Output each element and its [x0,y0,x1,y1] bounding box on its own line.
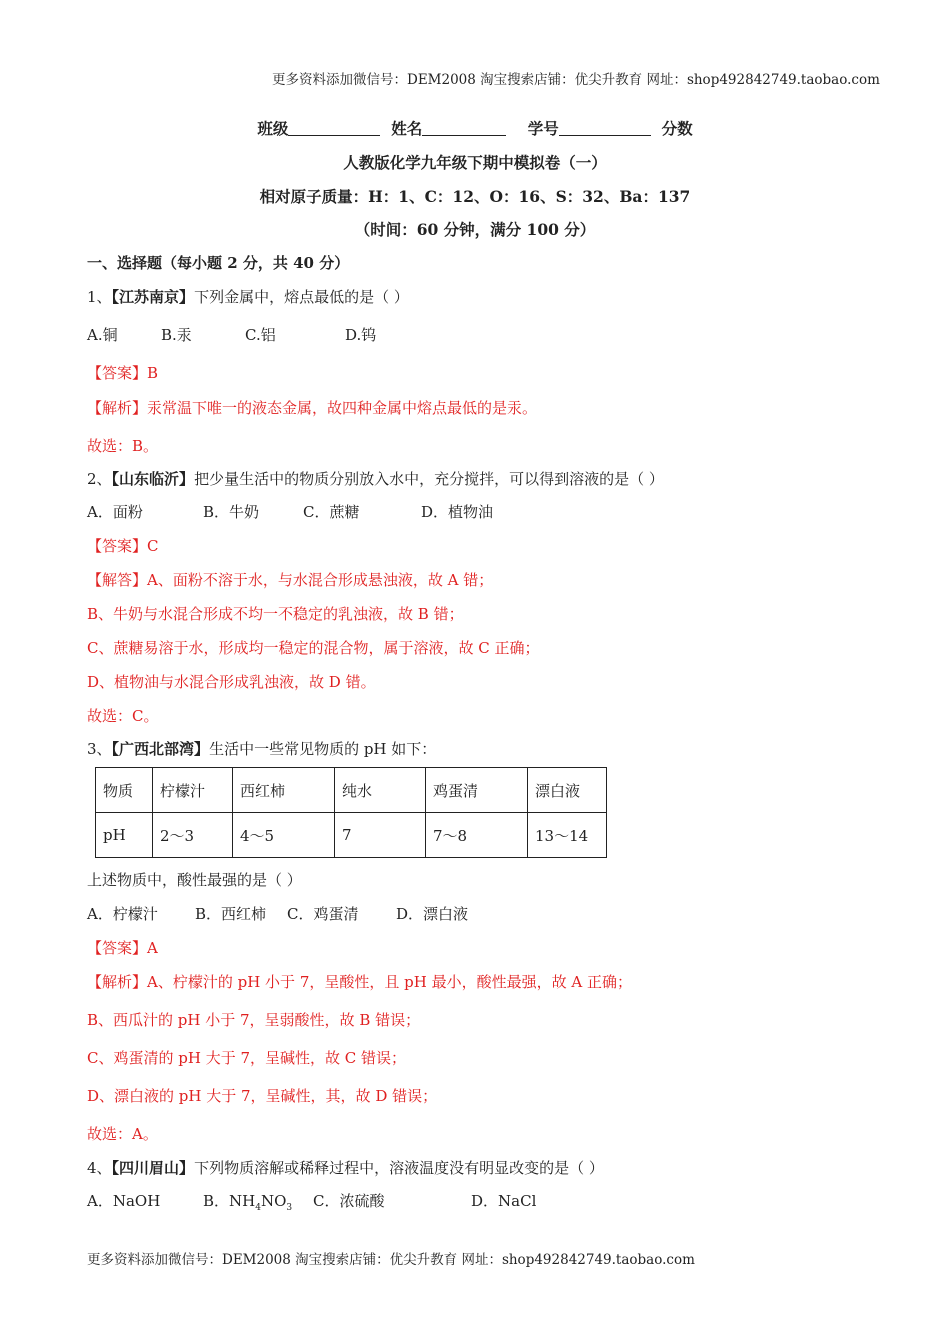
q1-source: 【江苏南京】 [111,288,195,306]
q4-source: 【四川眉山】 [111,1159,195,1177]
q2-analysis-d: D、植物油与水混合形成乳浊液，故 D 错。 [87,673,376,691]
q2-options [87,501,493,522]
exam-time: （时间：60 分钟，满分 100 分） [354,220,596,239]
q2-option-b: B．牛奶 [203,503,260,521]
q1-analysis: 【解析】汞常温下唯一的液态金属，故四种金属中熔点最低的是汞。 [87,399,538,417]
atomic-masses: 相对原子质量：H：1、C：12、O：16、S：32、Ba：137 [259,187,691,206]
id-blank [559,121,651,136]
q4-option-c: C．浓硫酸 [313,1192,385,1210]
q2-answer: 【答案】C [87,537,159,555]
q4-option-a: A．NaOH [87,1192,161,1210]
q4-stem: 下列物质溶解或稀释过程中，溶液温度没有明显改变的是（ ） [194,1159,604,1177]
table-cell: 7～8 [426,813,528,858]
q2-option-a: A．面粉 [87,503,143,521]
q4-option-b-text: B．NH [203,1192,256,1210]
q3-choice: 故选：A。 [87,1125,158,1143]
q4-option-b-sub1: 4 [255,1203,261,1213]
q1-options [87,324,376,345]
table-cell: 漂白液 [528,768,607,813]
table-cell: 7 [335,813,426,858]
q3-analysis-d: D、漂白液的 pH 大于 7，呈碱性，其，故 D 错误； [87,1087,438,1105]
class-blank [288,121,380,136]
q4-option-b [203,1190,313,1213]
table-cell: 纯水 [335,768,426,813]
q3-question: 上述物质中，酸性最强的是（ ） [87,871,302,889]
table-cell: 2～3 [153,813,233,858]
q3-analysis-a: 【解析】A、柠檬汁的 pH 小于 7，呈酸性，且 pH 最小，酸性最强，故 A 正确； [87,973,632,991]
q4-options [87,1190,536,1213]
q3-number: 3、 [87,740,112,758]
question-3 [87,738,436,759]
q3-answer: 【答案】A [87,939,158,957]
table-row [96,768,607,813]
q2-number: 2、 [87,470,112,488]
q4-option-b-sub2: 3 [286,1203,293,1213]
q3-option-d: D．漂白液 [396,905,469,923]
q2-option-c: C．蔗糖 [303,503,360,521]
name-blank [422,121,506,136]
q2-stem: 把少量生活中的物质分别放入水中，充分搅拌，可以得到溶液的是（ ） [194,470,664,488]
q3-option-c: C．鸡蛋清 [287,905,359,923]
student-info-line [0,117,950,139]
ph-table [95,767,607,858]
table-row [96,813,607,858]
q1-number: 1、 [87,288,112,306]
q3-option-a: A．柠檬汁 [87,905,158,923]
q2-option-d: D．植物油 [421,503,494,521]
q4-option-d: D．NaCl [471,1192,537,1210]
section-heading: 一、选择题（每小题 2 分，共 40 分） [87,254,350,272]
q3-analysis-b: B、西瓜汁的 pH 小于 7，呈弱酸性，故 B 错误； [87,1011,421,1029]
q1-answer: 【答案】B [87,364,159,382]
class-label: 班级 [257,119,289,138]
score-label: 分数 [661,119,693,138]
table-cell: 鸡蛋清 [426,768,528,813]
footer-note: 更多资料添加微信号：DEM2008 淘宝搜索店铺：优尖升教育 网址：shop492842749.taobao.com [87,1252,695,1268]
question-2 [87,468,664,489]
question-4 [87,1157,604,1178]
q3-options [87,903,468,924]
q2-source: 【山东临沂】 [111,470,195,488]
table-cell: 柠檬汁 [153,768,233,813]
table-cell: 4～5 [233,813,335,858]
table-cell: 13～14 [528,813,607,858]
q1-option-d: D.钨 [345,326,377,344]
table-cell: 物质 [96,768,153,813]
exam-title: 人教版化学九年级下期中模拟卷（一） [343,153,607,172]
question-1 [87,286,409,307]
q4-option-b-mid: NO [260,1192,287,1210]
q1-option-b: B.汞 [161,326,192,344]
q3-source: 【广西北部湾】 [111,740,210,758]
q1-option-c: C.铝 [245,326,276,344]
table-cell: pH [96,813,153,858]
q3-stem: 生活中一些常见物质的 pH 如下： [209,740,437,758]
q2-analysis-b: B、牛奶与水混合形成不均一不稳定的乳浊液，故 B 错； [87,605,464,623]
q1-stem: 下列金属中，熔点最低的是（ ） [194,288,409,306]
name-label: 姓名 [391,119,423,138]
q2-analysis-c: C、蔗糖易溶于水，形成均一稳定的混合物，属于溶液，故 C 正确； [87,639,540,657]
q2-analysis-a: 【解答】A、面粉不溶于水，与水混合形成悬浊液，故 A 错； [87,571,494,589]
q1-option-a: A.铜 [87,326,118,344]
table-cell: 西红柿 [233,768,335,813]
header-note: 更多资料添加微信号：DEM2008 淘宝搜索店铺：优尖升教育 网址：shop492842749.taobao.com [272,72,880,88]
id-label: 学号 [527,119,559,138]
q2-choice: 故选：C。 [87,707,159,725]
q4-number: 4、 [87,1159,112,1177]
q1-choice: 故选：B。 [87,437,159,455]
q3-analysis-c: C、鸡蛋清的 pH 大于 7，呈碱性，故 C 错误； [87,1049,407,1067]
q3-option-b: B．西红柿 [195,905,267,923]
